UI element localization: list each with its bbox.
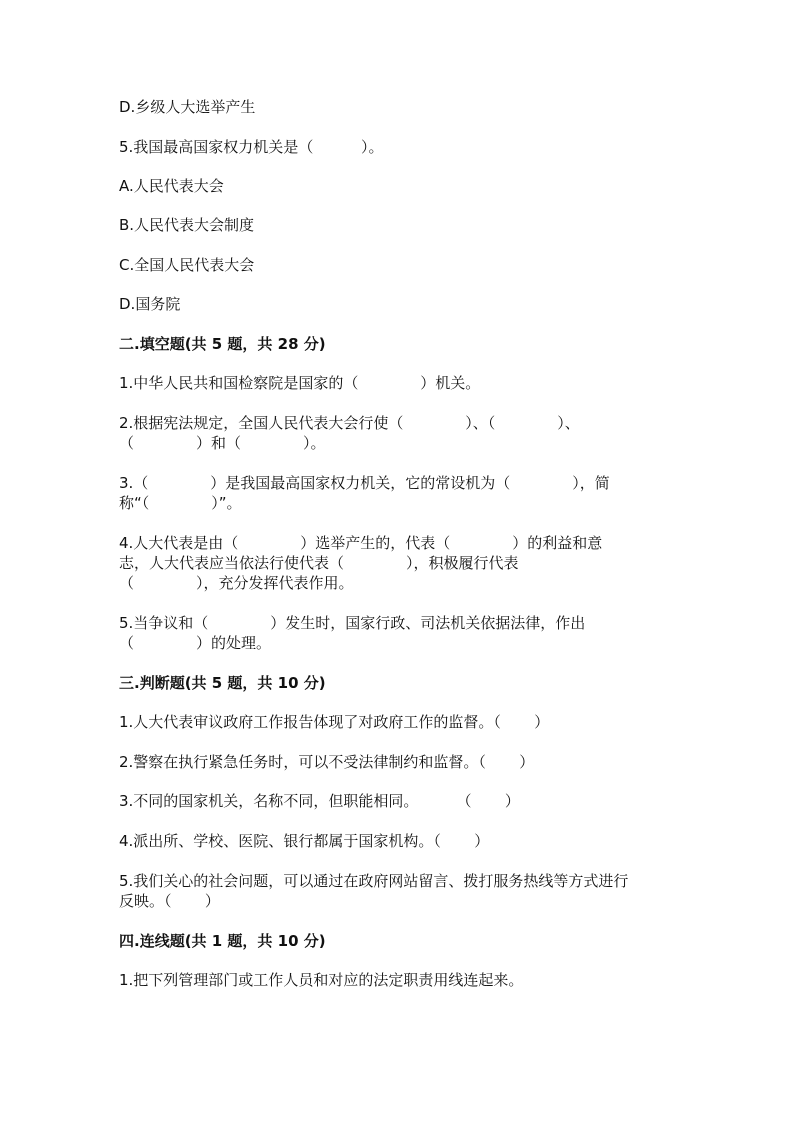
- option-b-text: B.人民代表大会制度: [119, 216, 255, 234]
- fill-question-1: 1.中华人民共和国检察院是国家的（ ）机关。: [119, 374, 481, 392]
- fill-question-2-line-1: 2.根据宪法规定，全国人民代表大会行使（ ）、（ ）、: [119, 414, 580, 432]
- option-a-text: A.人民代表大会: [119, 177, 224, 195]
- fill-question-4-line-2: 志，人大代表应当依法行使代表（ ），积极履行代表: [119, 554, 519, 572]
- option-d-text: D.乡级人大选举产生: [119, 98, 256, 116]
- question-5-stem: 5.我国最高国家权力机关是（ ）。: [119, 138, 384, 156]
- section-heading-fill-in: 二.填空题(共 5 题，共 28 分): [119, 335, 326, 353]
- judge-question-1: 1.人大代表审议政府工作报告体现了对政府工作的监督。（ ）: [119, 713, 550, 731]
- section-heading-matching: 四.连线题(共 1 题，共 10 分): [119, 932, 326, 950]
- option-c-text: C.全国人民代表大会: [119, 256, 255, 274]
- fill-question-3-line-1: 3.（ ）是我国最高国家权力机关，它的常设机为（ ），简: [119, 474, 610, 492]
- section-heading-true-false: 三.判断题(共 5 题，共 10 分): [119, 674, 326, 692]
- judge-question-5-line-2: 反映。（ ）: [119, 892, 220, 910]
- fill-question-2-line-2: （ ）和（ ）。: [119, 434, 326, 452]
- fill-question-4-line-1: 4.人大代表是由（ ）选举产生的，代表（ ）的利益和意: [119, 534, 603, 552]
- judge-question-5-line-1: 5.我们关心的社会问题，可以通过在政府网站留言、拨打服务热线等方式进行: [119, 872, 629, 890]
- judge-question-3: 3.不同的国家机关，名称不同，但职能相同。 （ ）: [119, 792, 520, 810]
- fill-question-5-line-1: 5.当争议和（ ）发生时，国家行政、司法机关依据法律，作出: [119, 614, 586, 632]
- matching-question-1: 1.把下列管理部门或工作人员和对应的法定职责用线连起来。: [119, 971, 524, 989]
- judge-question-4: 4.派出所、学校、医院、银行都属于国家机构。（ ）: [119, 832, 490, 850]
- fill-question-5-line-2: （ ）的处理。: [119, 634, 271, 652]
- fill-question-3-line-2: 称“（ ）”。: [119, 494, 242, 512]
- judge-question-2: 2.警察在执行紧急任务时，可以不受法律制约和监督。（ ）: [119, 753, 535, 771]
- option-d-text: D.国务院: [119, 295, 181, 313]
- fill-question-4-line-3: （ ），充分发挥代表作用。: [119, 574, 354, 592]
